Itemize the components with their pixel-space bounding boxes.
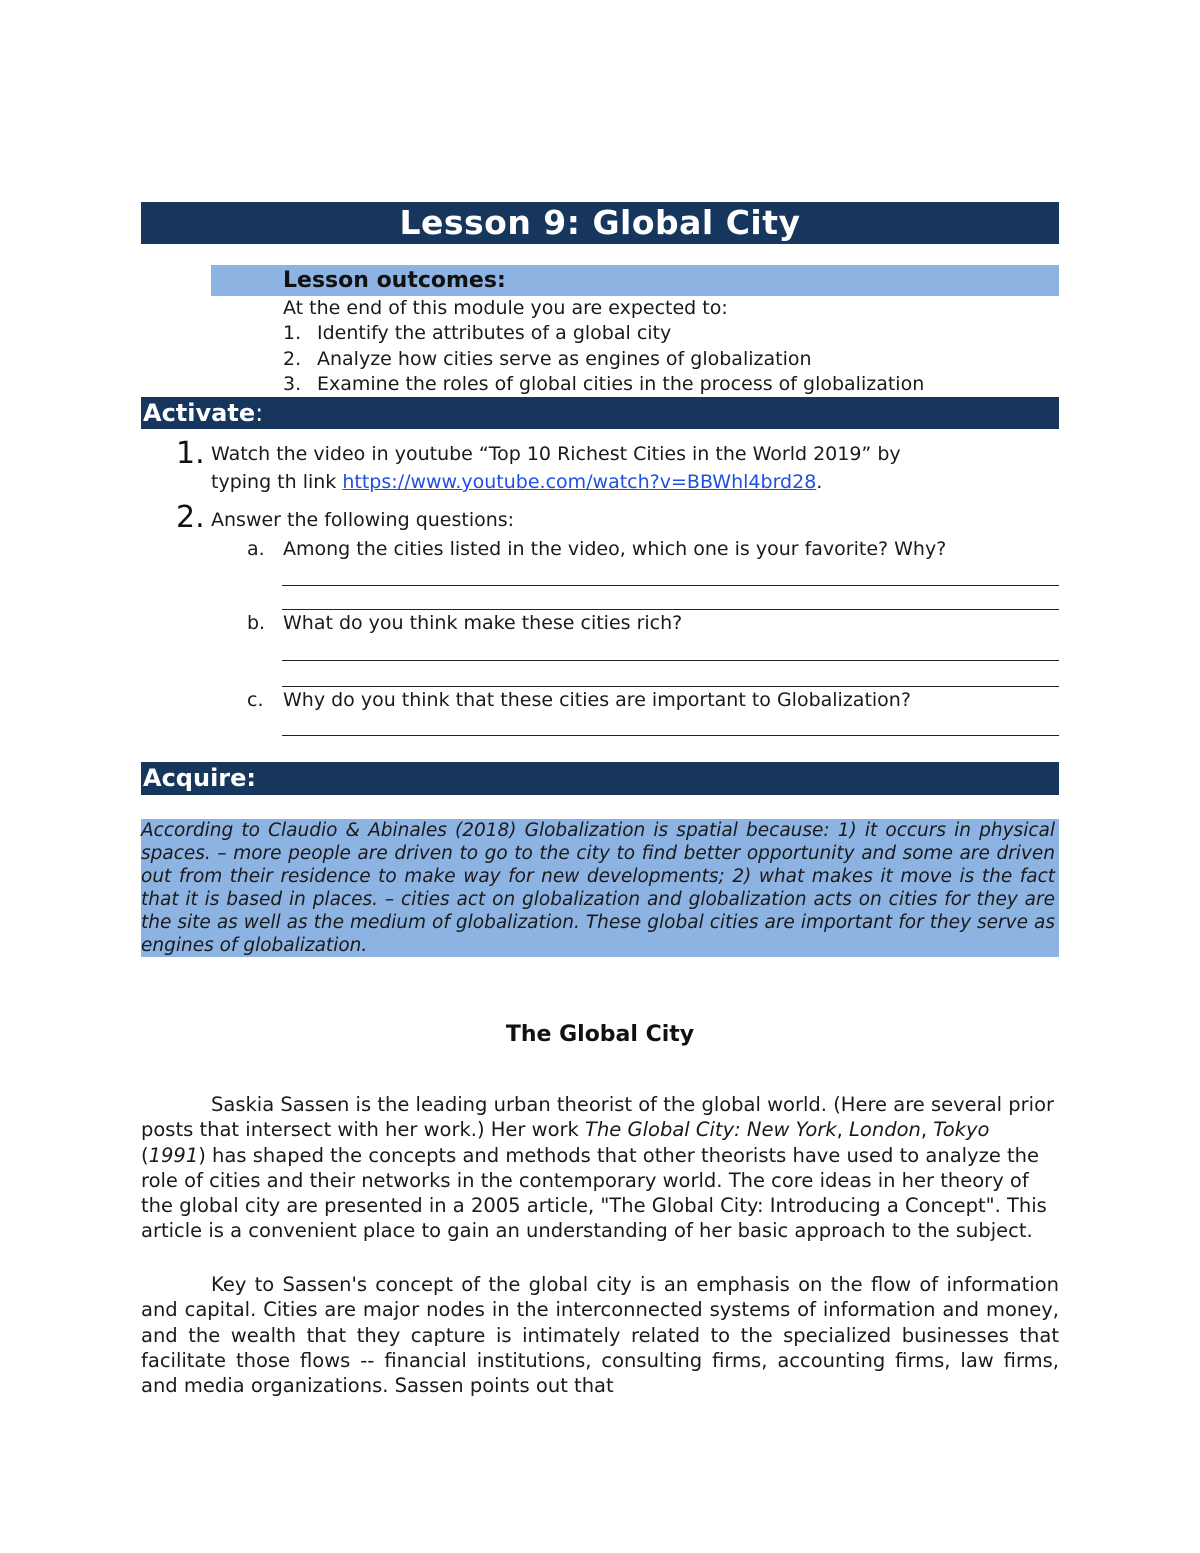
question-c-text: Why do you think that these cities are important to Globalization?	[283, 689, 911, 711]
question-a-letter: a.	[247, 538, 265, 560]
article-paragraph-1: Saskia Sassen is the leading urban theorist of the global world. (Here are several prior posts that intersect with her work.) Her work The Global City: New York, London, Tokyo (1991) has shaped the concepts and methods that other theorists have used to analyze the role of cities and their networks in the contemporary world. The core ideas in her theory of the global city are presented in a 2005 article, "The Global City: Introducing a Concept". This article is a convenient place to gain an understanding of her basic approach to the subject.	[141, 1093, 1055, 1243]
outcome-item-1	[283, 321, 671, 346]
acquire-heading: Acquire:	[143, 764, 257, 792]
outcome-text: Identify the attributes of a global city	[317, 322, 672, 344]
outcome-text: Analyze how cities serve as engines of globalization	[317, 348, 812, 370]
step-2-text: Answer the following questions:	[211, 509, 515, 531]
lesson-outcomes-bar	[211, 265, 1059, 296]
outcome-item-2	[283, 347, 812, 372]
answer-line[interactable]	[282, 735, 1059, 736]
step-number-2: 2.	[176, 500, 205, 535]
acquire-quote-box	[141, 819, 1059, 957]
step-number-1: 1.	[176, 436, 205, 471]
lesson-title: Lesson 9: Global City	[399, 203, 801, 242]
step-1-line-1: Watch the video in youtube “Top 10 Richest Cities in the World 2019” by	[211, 443, 901, 465]
outcome-text: Examine the roles of global cities in the process of globalization	[317, 373, 925, 395]
question-b-letter: b.	[247, 612, 266, 634]
question-c-letter: c.	[247, 689, 264, 711]
lesson-outcomes-heading: Lesson outcomes:	[283, 268, 506, 293]
activate-section-bar	[141, 397, 1059, 429]
acquire-section-bar	[141, 762, 1059, 795]
article-paragraph-2: Key to Sassen's concept of the global city is an emphasis on the flow of information and capital. Cities are major nodes in the interconnected systems of information and money, and the wealth that they capture is intimately related to the specialized businesses that facilitate those flows -- financial institutions, consulting firms, accounting firms, law firms, and media organizations. Sassen points out that	[141, 1273, 1059, 1398]
outcome-number: 2.	[283, 348, 302, 370]
article-title: The Global City	[505, 1022, 695, 1047]
acquire-quote-text: According to Claudio & Abinales (2018) Globalization is spatial because: 1) it occurs in physical spaces. – more people are driven to go to the city to find better opportunity and some are driven out from their residence to make way for new developments; 2) what makes it move is the fact that it is based in places. – cities act on globalization and globalization acts on cities for they are the site as well as the medium of globalization. These global cities are important for they serve as engines of globalization.	[141, 820, 1055, 956]
answer-line[interactable]	[282, 660, 1059, 661]
outcome-item-3	[283, 372, 924, 397]
activate-heading: Activate:	[143, 399, 264, 427]
outcome-number: 3.	[283, 373, 302, 395]
question-a-text: Among the cities listed in the video, which one is your favorite? Why?	[283, 538, 947, 560]
question-b-text: What do you think make these cities rich?	[283, 612, 683, 634]
step-1-line-2: typing th link https://www.youtube.com/watch?v=BBWhl4brd28.	[211, 471, 823, 493]
youtube-link[interactable]: https://www.youtube.com/watch?v=BBWhl4brd28	[342, 471, 817, 493]
answer-line[interactable]	[282, 585, 1059, 586]
lesson-title-banner	[141, 202, 1059, 244]
answer-line[interactable]	[282, 686, 1059, 687]
outcomes-intro: At the end of this module you are expected to:	[283, 297, 728, 319]
answer-line[interactable]	[282, 609, 1059, 610]
outcome-number: 1.	[283, 322, 302, 344]
